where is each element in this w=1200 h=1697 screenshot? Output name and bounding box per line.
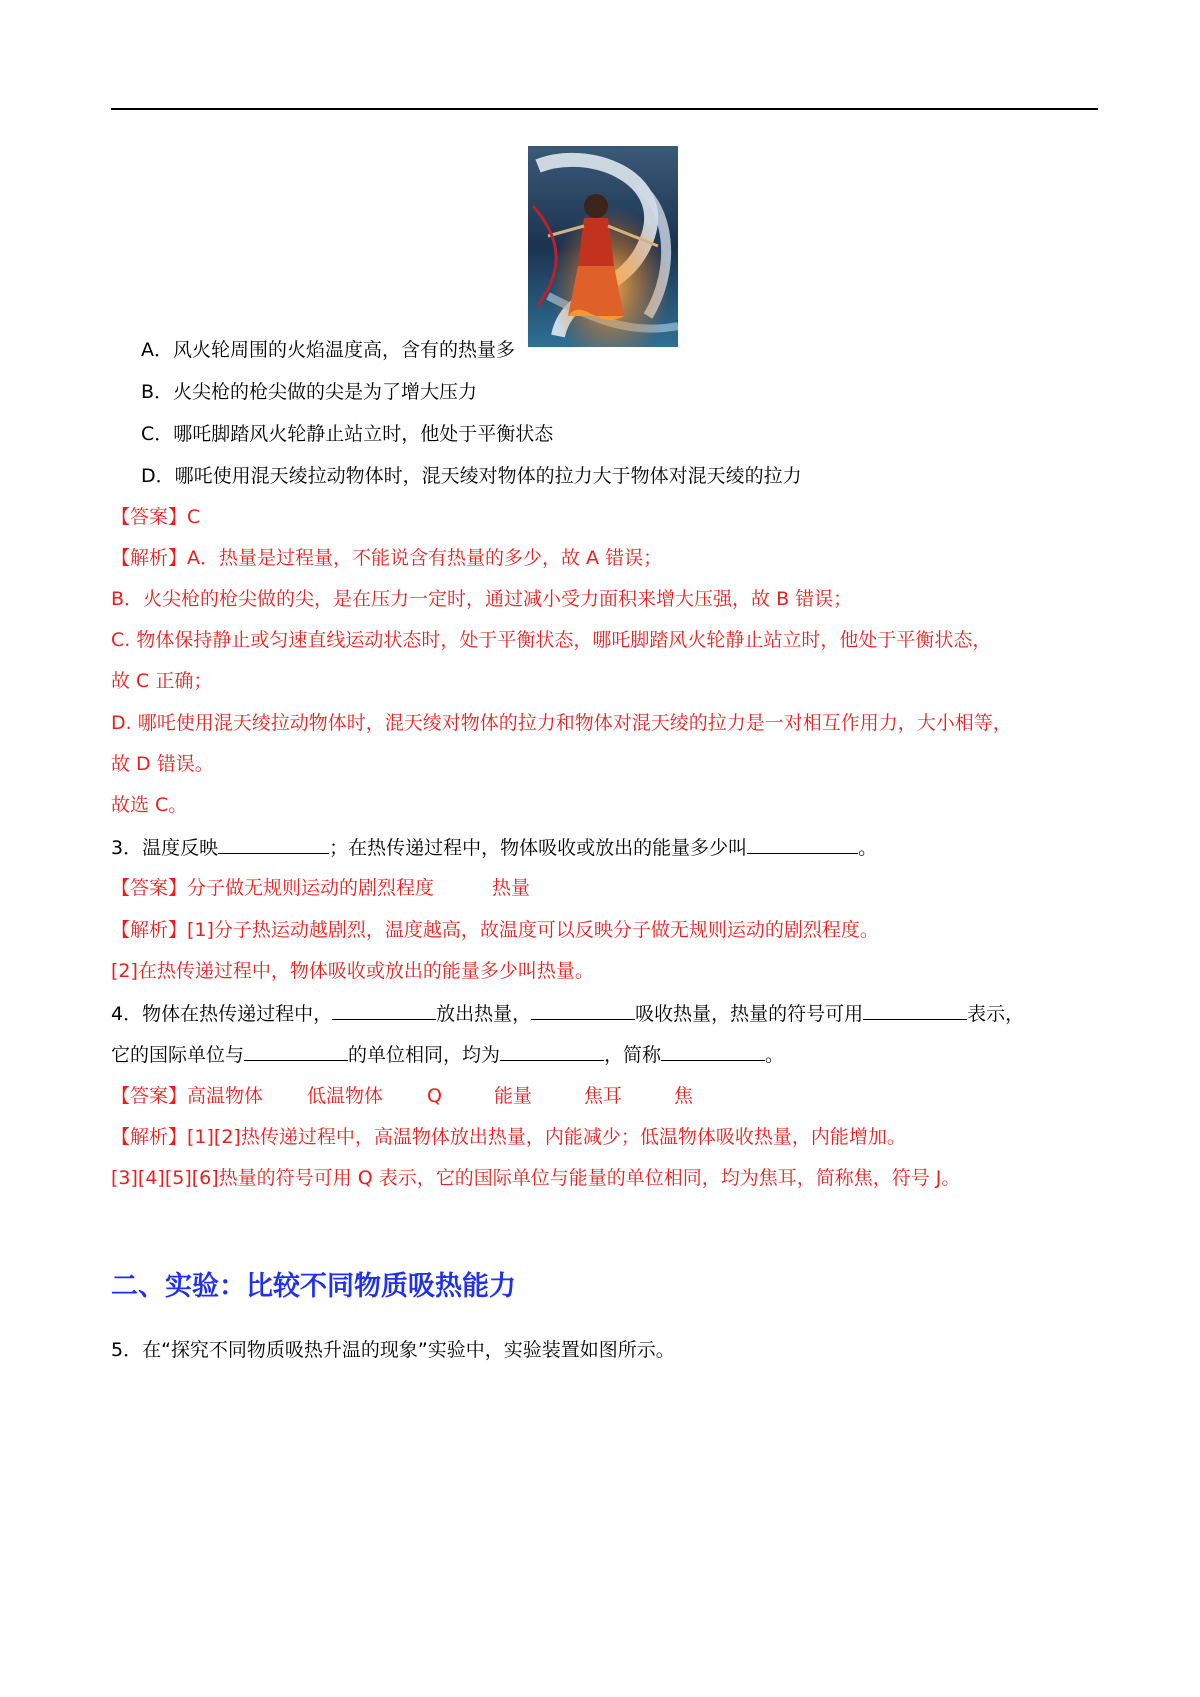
header-rule	[111, 108, 1098, 110]
q3-stem-middle: ；在热传递过程中，物体吸收或放出的能量多少叫	[329, 837, 748, 859]
q2-analysis-c: C. 物体保持静止或匀速直线运动状态时，处于平衡状态，哪吒脚踏风火轮静止站立时，他处于平衡状态，	[111, 629, 992, 651]
option-c: C．哪吒脚踏风火轮静止站立时，他处于平衡状态	[141, 423, 554, 445]
q4-answer	[111, 1082, 693, 1110]
q4-answer-5: 焦耳	[584, 1085, 623, 1107]
q4-answer-6: 焦	[674, 1085, 694, 1107]
q3-answer-2: 热量	[492, 877, 531, 899]
q4-stem-8: 。	[765, 1044, 785, 1066]
q4-stem-3: 吸收热量，热量的符号可用	[635, 1003, 864, 1025]
nezha-illustration	[528, 146, 678, 347]
q2-answer: 【答案】C	[111, 506, 201, 528]
q4-blank-2	[531, 999, 635, 1020]
q4-answer-4: 能量	[494, 1085, 533, 1107]
q4-stem-1: 4．物体在热传递过程中，	[111, 1003, 333, 1025]
q3-stem-start: 3．温度反映	[111, 837, 219, 859]
option-b: B．火尖枪的枪尖做的尖是为了增大压力	[141, 381, 478, 403]
q4-analysis-2: [3][4][5][6]热量的符号可用 Q 表示，它的国际单位与能量的单位相同，均为焦耳，简称焦，符号 J。	[111, 1167, 961, 1189]
section-heading: 二、实验：比较不同物质吸热能力	[111, 1271, 516, 1302]
q4-blank-4	[244, 1040, 348, 1061]
q4-answer-1: 高温物体	[187, 1085, 264, 1107]
q3-answer-1: 分子做无规则运动的剧烈程度	[187, 877, 435, 899]
question-3	[111, 833, 877, 862]
q4-stem-5: 它的国际单位与	[111, 1044, 245, 1066]
q4-stem-7: ，简称	[604, 1044, 662, 1066]
q2-analysis-b: B．火尖枪的枪尖做的尖，是在压力一定时，通过减小受力面积来增大压强，故 B 错误；	[111, 588, 853, 610]
q4-stem-4: 表示，	[967, 1003, 1025, 1025]
question-4-line-1	[111, 999, 1024, 1028]
question-4-line-2	[111, 1040, 784, 1069]
option-d: D．哪吒使用混天绫拉动物体时，混天绫对物体的拉力大于物体对混天绫的拉力	[141, 465, 802, 487]
q4-analysis-1: 【解析】[1][2]热传递过程中，高温物体放出热量，内能减少；低温物体吸收热量，内能增加。	[111, 1126, 906, 1148]
q3-analysis-1: 【解析】[1]分子热运动越剧烈，温度越高，故温度可以反映分子做无规则运动的剧烈程度。	[111, 919, 879, 941]
q4-blank-5	[500, 1040, 604, 1061]
q3-stem-end: 。	[858, 837, 878, 859]
q4-blank-3	[863, 999, 967, 1020]
q3-blank-1	[218, 833, 329, 854]
q4-answer-3: Q	[427, 1085, 443, 1107]
q2-analysis-a: 【解析】A．热量是过程量，不能说含有热量的多少，故 A 错误；	[111, 547, 663, 569]
q2-analysis-d: D. 哪吒使用混天绫拉动物体时，混天绫对物体的拉力和物体对混天绫的拉力是一对相互作用力，大小相等，	[111, 712, 1012, 734]
q3-analysis-2: [2]在热传递过程中，物体吸收或放出的能量多少叫热量。	[111, 960, 594, 982]
q2-analysis-c-cont: 故 C 正确；	[111, 670, 213, 692]
q3-answer	[111, 874, 530, 902]
q2-conclusion: 故选 C。	[111, 794, 188, 816]
q4-stem-2: 放出热量，	[436, 1003, 532, 1025]
q4-answer-2: 低温物体	[307, 1085, 384, 1107]
option-a: A．风火轮周围的火焰温度高，含有的热量多	[141, 339, 515, 361]
q4-blank-1	[332, 999, 436, 1020]
q3-blank-2	[747, 833, 858, 854]
q4-answer-label: 【答案】	[111, 1085, 188, 1107]
question-5: 5．在“探究不同物质吸热升温的现象”实验中，实验装置如图所示。	[111, 1339, 675, 1361]
q2-analysis-d-cont: 故 D 错误。	[111, 753, 214, 775]
q3-answer-label: 【答案】	[111, 877, 188, 899]
q4-stem-6: 的单位相同，均为	[348, 1044, 501, 1066]
q4-blank-6	[661, 1040, 765, 1061]
